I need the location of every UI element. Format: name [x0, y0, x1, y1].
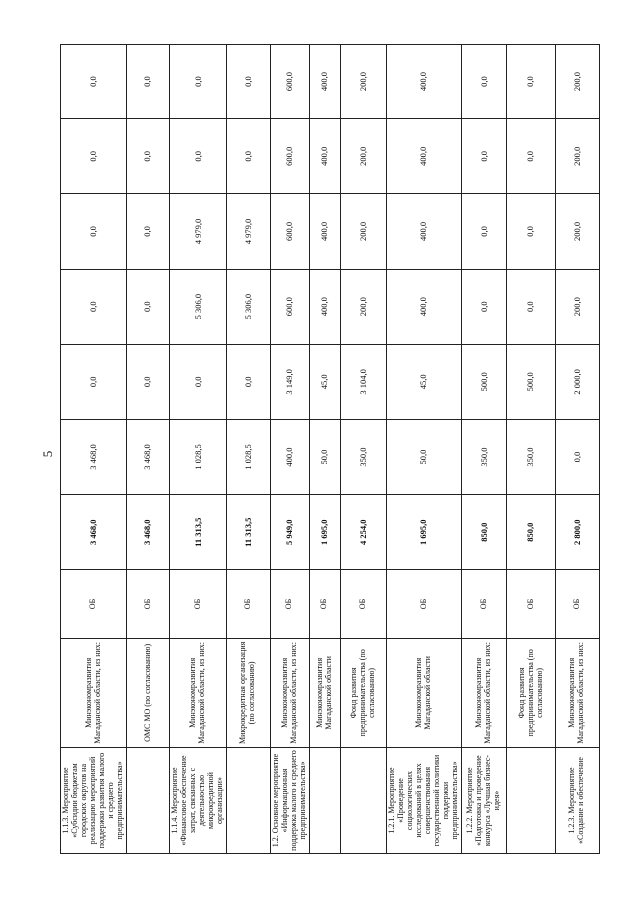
year-2018-cell: 200,0 [555, 119, 599, 194]
year-2019-cell: 400,0 [309, 45, 340, 119]
year-2015-cell: 2 000,0 [555, 344, 599, 419]
event-name-cell: 1.2.1. Мероприятие «Проведение социологических исследований в целях совершенствования государственной политики поддержки предпринимательства» [387, 748, 462, 854]
event-name-cell: 1.1.3. Мероприятие «Субсидии бюджетам городских округов на реализацию мероприятий поддержки развития малого и среднего предпринимательства» [61, 748, 127, 854]
year-2016-cell: 0,0 [127, 269, 170, 344]
year-2019-cell: 200,0 [555, 45, 599, 119]
table-row [340, 45, 386, 854]
source-cell: ОБ [309, 570, 340, 638]
source-cell: ОБ [340, 570, 386, 638]
year-2016-cell: 400,0 [387, 269, 462, 344]
year-2019-cell: 0,0 [507, 45, 555, 119]
source-cell: ОБ [387, 570, 462, 638]
table-row [507, 45, 555, 854]
year-2015-cell: 3 149,0 [270, 344, 309, 419]
executor-cell: Минэкономразвития Магаданской области, из них: [270, 638, 309, 747]
table-row [127, 45, 170, 854]
year-2015-cell: 0,0 [227, 344, 270, 419]
year-2019-cell: 400,0 [387, 45, 462, 119]
source-cell: ОБ [462, 570, 507, 638]
year-2016-cell: 200,0 [555, 269, 599, 344]
year-2017-cell: 0,0 [127, 194, 170, 269]
year-2019-cell: 0,0 [462, 45, 507, 119]
event-name-cell: 1.1.4. Мероприятие «Финансовое обеспечение затрат, связанных с деятельностью микрокредитной организации» [170, 748, 227, 854]
year-2018-cell: 400,0 [387, 119, 462, 194]
table-row [61, 45, 127, 854]
year-2014-cell: 0,0 [555, 419, 599, 494]
total-cell: 1 695,0 [387, 495, 462, 570]
executor-cell: Минэкономразвития Магаданской области, из них: [170, 638, 227, 747]
table-row [555, 45, 599, 854]
year-2019-cell: 0,0 [61, 45, 127, 119]
year-2014-cell: 350,0 [462, 419, 507, 494]
year-2018-cell: 0,0 [170, 119, 227, 194]
year-2019-cell: 0,0 [227, 45, 270, 119]
executor-cell: Минэкономразвития Магаданской области, из них: [462, 638, 507, 747]
year-2016-cell: 0,0 [61, 269, 127, 344]
year-2016-cell: 600,0 [270, 269, 309, 344]
year-2014-cell: 1 028,5 [170, 419, 227, 494]
year-2019-cell: 0,0 [127, 45, 170, 119]
total-cell: 2 800,0 [555, 495, 599, 570]
year-2014-cell: 50,0 [387, 419, 462, 494]
year-2017-cell: 0,0 [507, 194, 555, 269]
year-2015-cell: 0,0 [61, 344, 127, 419]
total-cell: 5 949,0 [270, 495, 309, 570]
year-2016-cell: 5 306,0 [227, 269, 270, 344]
event-name-cell: 1.2. Основное мероприятие «Информационная поддержка малого и среднего предпринимательства» [270, 748, 309, 854]
year-2014-cell: 400,0 [270, 419, 309, 494]
year-2015-cell: 45,0 [387, 344, 462, 419]
rotated-table-wrapper [60, 44, 600, 854]
year-2017-cell: 0,0 [61, 194, 127, 269]
table-body [61, 45, 600, 854]
executor-cell: Минэкономразвития Магаданской области, из них: [555, 638, 599, 747]
event-name-cell [507, 748, 555, 854]
year-2015-cell: 45,0 [309, 344, 340, 419]
year-2015-cell: 500,0 [462, 344, 507, 419]
total-cell: 3 468,0 [127, 495, 170, 570]
executor-cell: Минэкономразвития Магаданской области, из них: [61, 638, 127, 747]
year-2019-cell: 600,0 [270, 45, 309, 119]
year-2016-cell: 0,0 [462, 269, 507, 344]
total-cell: 4 254,0 [340, 495, 386, 570]
year-2017-cell: 400,0 [387, 194, 462, 269]
executor-cell: Фонд развития предпринимательства (по согласованию) [507, 638, 555, 747]
source-cell: ОБ [507, 570, 555, 638]
year-2018-cell: 0,0 [127, 119, 170, 194]
source-cell: ОБ [270, 570, 309, 638]
source-cell: ОБ [170, 570, 227, 638]
budget-table [60, 44, 600, 854]
event-name-cell [309, 748, 340, 854]
total-cell: 11 313,5 [170, 495, 227, 570]
table-row [170, 45, 227, 854]
source-cell: ОБ [127, 570, 170, 638]
event-name-cell: 1.2.2. Мероприятие «Подготовка и проведение конкурса «Лучшая бизнес-идея» [462, 748, 507, 854]
year-2018-cell: 0,0 [507, 119, 555, 194]
year-2014-cell: 3 468,0 [61, 419, 127, 494]
event-name-cell [127, 748, 170, 854]
executor-cell: ОМС МО (по согласованию) [127, 638, 170, 747]
table-row [270, 45, 309, 854]
year-2014-cell: 1 028,5 [227, 419, 270, 494]
year-2019-cell: 0,0 [170, 45, 227, 119]
year-2015-cell: 500,0 [507, 344, 555, 419]
table-row [462, 45, 507, 854]
year-2017-cell: 600,0 [270, 194, 309, 269]
table-row [309, 45, 340, 854]
year-2017-cell: 200,0 [340, 194, 386, 269]
total-cell: 850,0 [507, 495, 555, 570]
event-name-cell: 1.2.3. Мероприятие «Создание и обеспечение [555, 748, 599, 854]
executor-cell: Микрокредитная организация (по согласованию) [227, 638, 270, 747]
total-cell: 850,0 [462, 495, 507, 570]
year-2016-cell: 400,0 [309, 269, 340, 344]
year-2018-cell: 0,0 [227, 119, 270, 194]
table-row [227, 45, 270, 854]
total-cell: 3 468,0 [61, 495, 127, 570]
year-2017-cell: 4 979,0 [227, 194, 270, 269]
source-cell: ОБ [227, 570, 270, 638]
year-2014-cell: 3 468,0 [127, 419, 170, 494]
year-2018-cell: 200,0 [340, 119, 386, 194]
event-name-cell [340, 748, 386, 854]
year-2018-cell: 600,0 [270, 119, 309, 194]
year-2015-cell: 0,0 [170, 344, 227, 419]
source-cell: ОБ [555, 570, 599, 638]
total-cell: 11 313,5 [227, 495, 270, 570]
year-2017-cell: 200,0 [555, 194, 599, 269]
page-number: 5 [40, 450, 55, 458]
executor-cell: Минэкономразвития Магаданской области [387, 638, 462, 747]
year-2016-cell: 200,0 [340, 269, 386, 344]
year-2019-cell: 200,0 [340, 45, 386, 119]
year-2017-cell: 400,0 [309, 194, 340, 269]
table-row [387, 45, 462, 854]
executor-cell: Фонд развития предпринимательства (по согласованию) [340, 638, 386, 747]
event-name-cell [227, 748, 270, 854]
total-cell: 1 695,0 [309, 495, 340, 570]
year-2018-cell: 0,0 [462, 119, 507, 194]
year-2016-cell: 5 306,0 [170, 269, 227, 344]
year-2017-cell: 0,0 [462, 194, 507, 269]
executor-cell: Минэкономразвития Магаданской области [309, 638, 340, 747]
year-2018-cell: 0,0 [61, 119, 127, 194]
year-2014-cell: 350,0 [507, 419, 555, 494]
year-2016-cell: 0,0 [507, 269, 555, 344]
year-2014-cell: 50,0 [309, 419, 340, 494]
year-2017-cell: 4 979,0 [170, 194, 227, 269]
year-2018-cell: 400,0 [309, 119, 340, 194]
year-2015-cell: 3 104,0 [340, 344, 386, 419]
year-2015-cell: 0,0 [127, 344, 170, 419]
source-cell: ОБ [61, 570, 127, 638]
year-2014-cell: 350,0 [340, 419, 386, 494]
